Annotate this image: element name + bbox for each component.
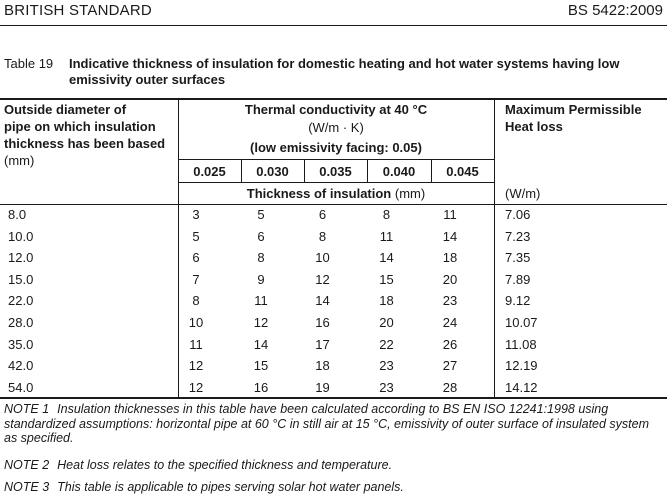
thickness-cell: 11: [254, 293, 268, 309]
note-1-label: NOTE 1: [4, 402, 50, 416]
diameter-cell: 35.0: [8, 336, 34, 352]
thickness-cell: 16: [253, 379, 269, 395]
heatloss-header-line-1: Maximum Permissible: [505, 102, 642, 117]
note-3-label: NOTE 3: [4, 480, 50, 494]
thickness-cell: 10: [188, 315, 204, 330]
heatloss-cell: 12.19: [505, 358, 538, 374]
thickness-cell: 5: [257, 207, 265, 222]
thickness-cell: 24: [442, 315, 458, 330]
note-2-label: NOTE 2: [4, 458, 50, 472]
thickness-cell: 9: [257, 271, 265, 287]
heatloss-cell: 10.07: [505, 315, 538, 330]
note-1: [4, 402, 659, 446]
standard-number: BS 5422:2009: [567, 2, 663, 19]
thickness-label-unit: (mm): [394, 186, 426, 201]
thickness-cell: 10: [315, 250, 330, 266]
heatloss-unit: (W/m): [505, 186, 541, 201]
thickness-label: [178, 186, 494, 202]
thickness-cell: 23: [442, 293, 458, 309]
heatloss-cell: 7.35: [505, 250, 531, 266]
thickness-cell: 20: [379, 315, 394, 330]
table-row: [0, 250, 667, 272]
thickness-cell: 8: [382, 207, 391, 222]
thickness-cell: 28: [442, 379, 458, 395]
diameter-cell: 42.0: [8, 358, 34, 374]
note-1-text: Insulation thicknesses in this table have been calculated according to BS EN ISO 12241:1998 using standardized assumptions: horizontal pipe at 60 °C in still air at 15 °C, emissivity of outer surface of insulated system as specified.: [4, 402, 650, 445]
table-title: Indicative thickness of insulation for domestic heating and hot water systems having low emissivity outer surfaces: [69, 56, 620, 87]
diameter-header-unit: (mm): [4, 153, 35, 168]
thickness-cell: 14: [442, 228, 458, 244]
thickness-cell: 12: [315, 271, 330, 287]
heatloss-cell: 14.12: [505, 379, 538, 395]
table-row: [0, 315, 667, 337]
emissivity-label: (low emissivity facing: 0.05): [250, 140, 422, 155]
thickness-cell: 11: [443, 207, 457, 222]
diameter-cell: 8.0: [8, 207, 27, 222]
thickness-cell: 12: [188, 379, 204, 395]
table-row: [0, 207, 667, 229]
conductivity-0-030: 0.030: [256, 164, 289, 179]
thickness-cell: 14: [315, 293, 330, 309]
thickness-cell: 27: [442, 358, 458, 374]
table-number: Table 19: [4, 56, 54, 71]
thickness-cell: 3: [192, 207, 200, 222]
heatloss-cell: 7.89: [505, 271, 531, 287]
note-3: [4, 480, 659, 495]
note-2-text: Heat loss relates to the specified thickness and temperature.: [57, 458, 393, 472]
heatloss-cell: 9.12: [505, 293, 531, 309]
thickness-cell: 6: [318, 207, 327, 222]
header-bottom-rule: [0, 204, 667, 205]
thickness-cell: 15: [253, 358, 269, 374]
thickness-cell: 26: [442, 336, 458, 352]
conductivity-0-035: 0.035: [319, 164, 352, 179]
diameter-header-line-1: Outside diameter of: [4, 102, 127, 117]
table-row: [0, 293, 667, 315]
thickness-cell: 15: [379, 271, 394, 287]
diameter-header-line-3: thickness has been based: [4, 136, 166, 151]
conductivity-header: Thermal conductivity at 40 °C: [244, 102, 428, 117]
thickness-cell: 6: [192, 250, 200, 266]
thickness-cell: 23: [379, 379, 394, 395]
conductivity-rule: [178, 182, 494, 183]
heatloss-header-line-2: Heat loss: [505, 119, 563, 134]
conductivity-units: (W/m · K): [308, 120, 364, 135]
heatloss-cell: 7.23: [505, 228, 531, 244]
diameter-header-line-2: pipe on which insulation: [4, 119, 156, 134]
thickness-cell: 18: [442, 250, 458, 266]
table-row: [0, 337, 667, 359]
thickness-cell: 17: [315, 336, 330, 352]
conductivity-0-040: 0.040: [382, 164, 416, 179]
table-row: [0, 229, 667, 251]
diameter-cell: 54.0: [8, 379, 34, 395]
table-row: [0, 380, 667, 402]
conductivity-0-045: 0.045: [446, 164, 479, 179]
thickness-cell: 8: [257, 250, 265, 266]
table-row: [0, 358, 667, 380]
thickness-cell: 20: [442, 271, 458, 287]
thickness-cell: 14: [253, 336, 269, 352]
thickness-cell: 11: [379, 228, 394, 244]
thickness-cell: 16: [315, 315, 330, 330]
note-3-text: This table is applicable to pipes serving solar hot water panels.: [57, 480, 404, 494]
thickness-cell: 18: [315, 358, 330, 374]
thickness-cell: 18: [379, 293, 394, 309]
thickness-cell: 8: [318, 228, 327, 244]
thickness-cell: 11: [189, 336, 203, 352]
thickness-cell: 12: [253, 315, 269, 330]
thickness-cell: 12: [188, 358, 204, 374]
thickness-cell: 23: [379, 358, 394, 374]
diameter-cell: 12.0: [8, 250, 34, 266]
standard-label: BRITISH STANDARD: [4, 2, 152, 19]
note-2: [4, 458, 659, 473]
heatloss-cell: 11.08: [505, 336, 537, 352]
diameter-cell: 10.0: [8, 228, 34, 244]
diameter-cell: 15.0: [8, 271, 34, 287]
heatloss-cell: 7.06: [505, 207, 531, 222]
thickness-cell: 6: [257, 228, 265, 244]
emissivity-rule: [178, 159, 494, 160]
thickness-cell: 7: [192, 271, 200, 287]
thickness-cell: 19: [315, 379, 330, 395]
diameter-cell: 28.0: [8, 315, 34, 330]
diameter-cell: 22.0: [8, 293, 34, 309]
table-row: [0, 272, 667, 294]
thickness-cell: 14: [379, 250, 394, 266]
thickness-cell: 22: [379, 336, 394, 352]
thickness-label-text: Thickness of insulation: [246, 186, 392, 201]
thickness-cell: 5: [192, 228, 200, 244]
table-top-rule: [0, 98, 667, 100]
thickness-cell: 8: [192, 293, 200, 309]
conductivity-0-025: 0.025: [193, 164, 226, 179]
